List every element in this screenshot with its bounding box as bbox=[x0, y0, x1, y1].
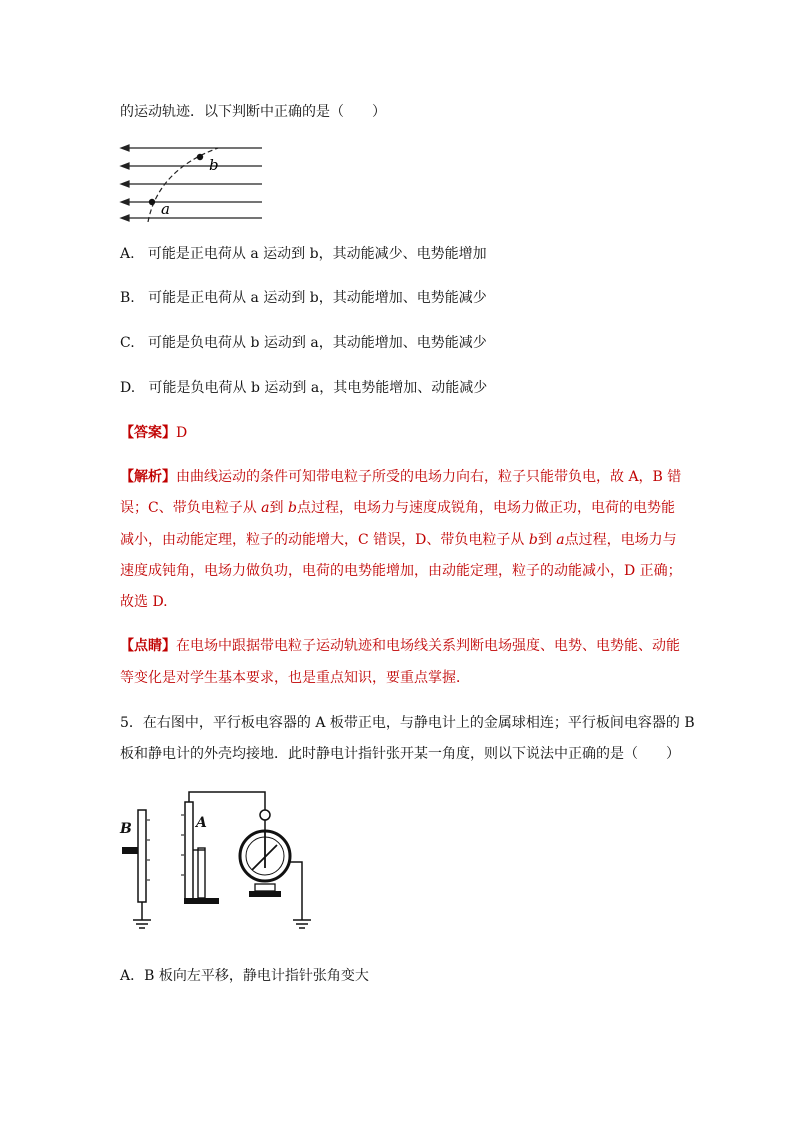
case-ground-wire bbox=[288, 862, 302, 920]
comment-tag: 【点睛】 bbox=[120, 638, 176, 654]
point-a-dot bbox=[149, 199, 155, 205]
option-c[interactable] bbox=[120, 333, 487, 353]
label-a: a bbox=[161, 200, 170, 218]
option-text: 可能是负电荷从 b 运动到 a，其电势能增加、动能减少 bbox=[148, 380, 488, 396]
arrowhead bbox=[121, 199, 129, 205]
analysis-text: 误；C、带负电粒子从 bbox=[120, 500, 262, 516]
analysis-line-2 bbox=[120, 498, 675, 518]
plate-B bbox=[138, 810, 146, 902]
analysis-line-3 bbox=[120, 530, 677, 550]
insulating-stand bbox=[198, 848, 205, 898]
analysis-text: 点过程，电场力与 bbox=[564, 532, 677, 548]
question-5-line-2: 板和静电计的外壳均接地．此时静电计指针张开某一角度，则以下说法中正确的是（ ） bbox=[120, 746, 680, 762]
electroscope-base bbox=[255, 884, 275, 891]
answer-line bbox=[120, 423, 187, 443]
analysis-text: 点过程，电场力与速度成锐角，电场力做正功，电荷的电势能 bbox=[296, 500, 675, 516]
analysis-text: 减小，由动能定理，粒子的动能增大，C 错误，D、带负电粒子从 bbox=[120, 532, 529, 548]
answer-tag: 【答案】 bbox=[120, 425, 176, 441]
option-d[interactable] bbox=[120, 378, 487, 398]
option-letter: D. bbox=[120, 380, 136, 396]
question-stem-tail: 的运动轨迹．以下判断中正确的是（ ） bbox=[120, 104, 386, 120]
arrowhead bbox=[121, 145, 129, 151]
analysis-text: 由曲线运动的条件可知带电粒子所受的电场力向右，粒子只能带负电，故 A，B 错 bbox=[176, 469, 682, 485]
var-b: b bbox=[528, 532, 538, 548]
comment-line-2: 等变化是对学生基本要求，也是重点知识，要重点掌握． bbox=[120, 670, 470, 686]
plate-B-handle bbox=[122, 847, 138, 854]
analysis-tag: 【解析】 bbox=[120, 469, 176, 485]
option-text: 可能是负电荷从 b 运动到 a，其动能增加、电势能减少 bbox=[148, 335, 487, 351]
q5-option-a[interactable]: A．B 板向左平移，静电计指针张角变大 bbox=[120, 968, 369, 984]
option-letter: A. bbox=[120, 246, 135, 262]
arrowhead bbox=[121, 163, 129, 169]
arrowhead bbox=[121, 215, 129, 221]
comment-line-1 bbox=[120, 636, 680, 656]
capacitor-electrometer-figure bbox=[112, 790, 357, 935]
var-a: a bbox=[556, 532, 565, 548]
option-letter: C. bbox=[120, 335, 135, 351]
label-b: b bbox=[209, 156, 219, 174]
var-a: a bbox=[261, 500, 270, 516]
plate-A bbox=[185, 802, 193, 900]
var-b: b bbox=[287, 500, 297, 516]
analysis-text: 到 bbox=[269, 500, 288, 516]
electroscope-ball bbox=[260, 810, 270, 820]
question-5-line-1: 5．在右图中，平行板电容器的 A 板带正电，与静电计上的金属球相连；平行板间电容器的 B bbox=[120, 715, 695, 731]
connecting-wire bbox=[189, 792, 265, 810]
option-b[interactable] bbox=[120, 288, 487, 308]
arrowhead bbox=[121, 181, 129, 187]
electric-field-figure bbox=[118, 140, 268, 222]
stand-base bbox=[184, 898, 219, 904]
answer-value: D bbox=[176, 425, 188, 441]
analysis-line-4: 速度成钝角，电场力做负功，电荷的电势能增加，由动能定理，粒子的动能减小，D 正确； bbox=[120, 563, 682, 579]
point-b-dot bbox=[197, 154, 203, 160]
comment-text: 在电场中跟据带电粒子运动轨迹和电场线关系判断电场强度、电势、电势能、动能 bbox=[176, 638, 680, 654]
ground-icon bbox=[293, 920, 311, 928]
label-A: A bbox=[196, 815, 207, 831]
ground-icon bbox=[133, 920, 151, 928]
option-text: 可能是正电荷从 a 运动到 b，其动能增加、电势能减少 bbox=[148, 290, 487, 306]
option-text: 可能是正电荷从 a 运动到 b，其动能减少、电势能增加 bbox=[147, 246, 487, 262]
option-a[interactable] bbox=[120, 244, 487, 264]
option-letter: B. bbox=[120, 290, 135, 306]
analysis-line-5: 故选 D. bbox=[120, 594, 168, 610]
label-B: B bbox=[120, 821, 132, 837]
analysis-line-1 bbox=[120, 467, 681, 487]
analysis-text: 到 bbox=[537, 532, 557, 548]
trajectory-curve bbox=[148, 148, 218, 222]
